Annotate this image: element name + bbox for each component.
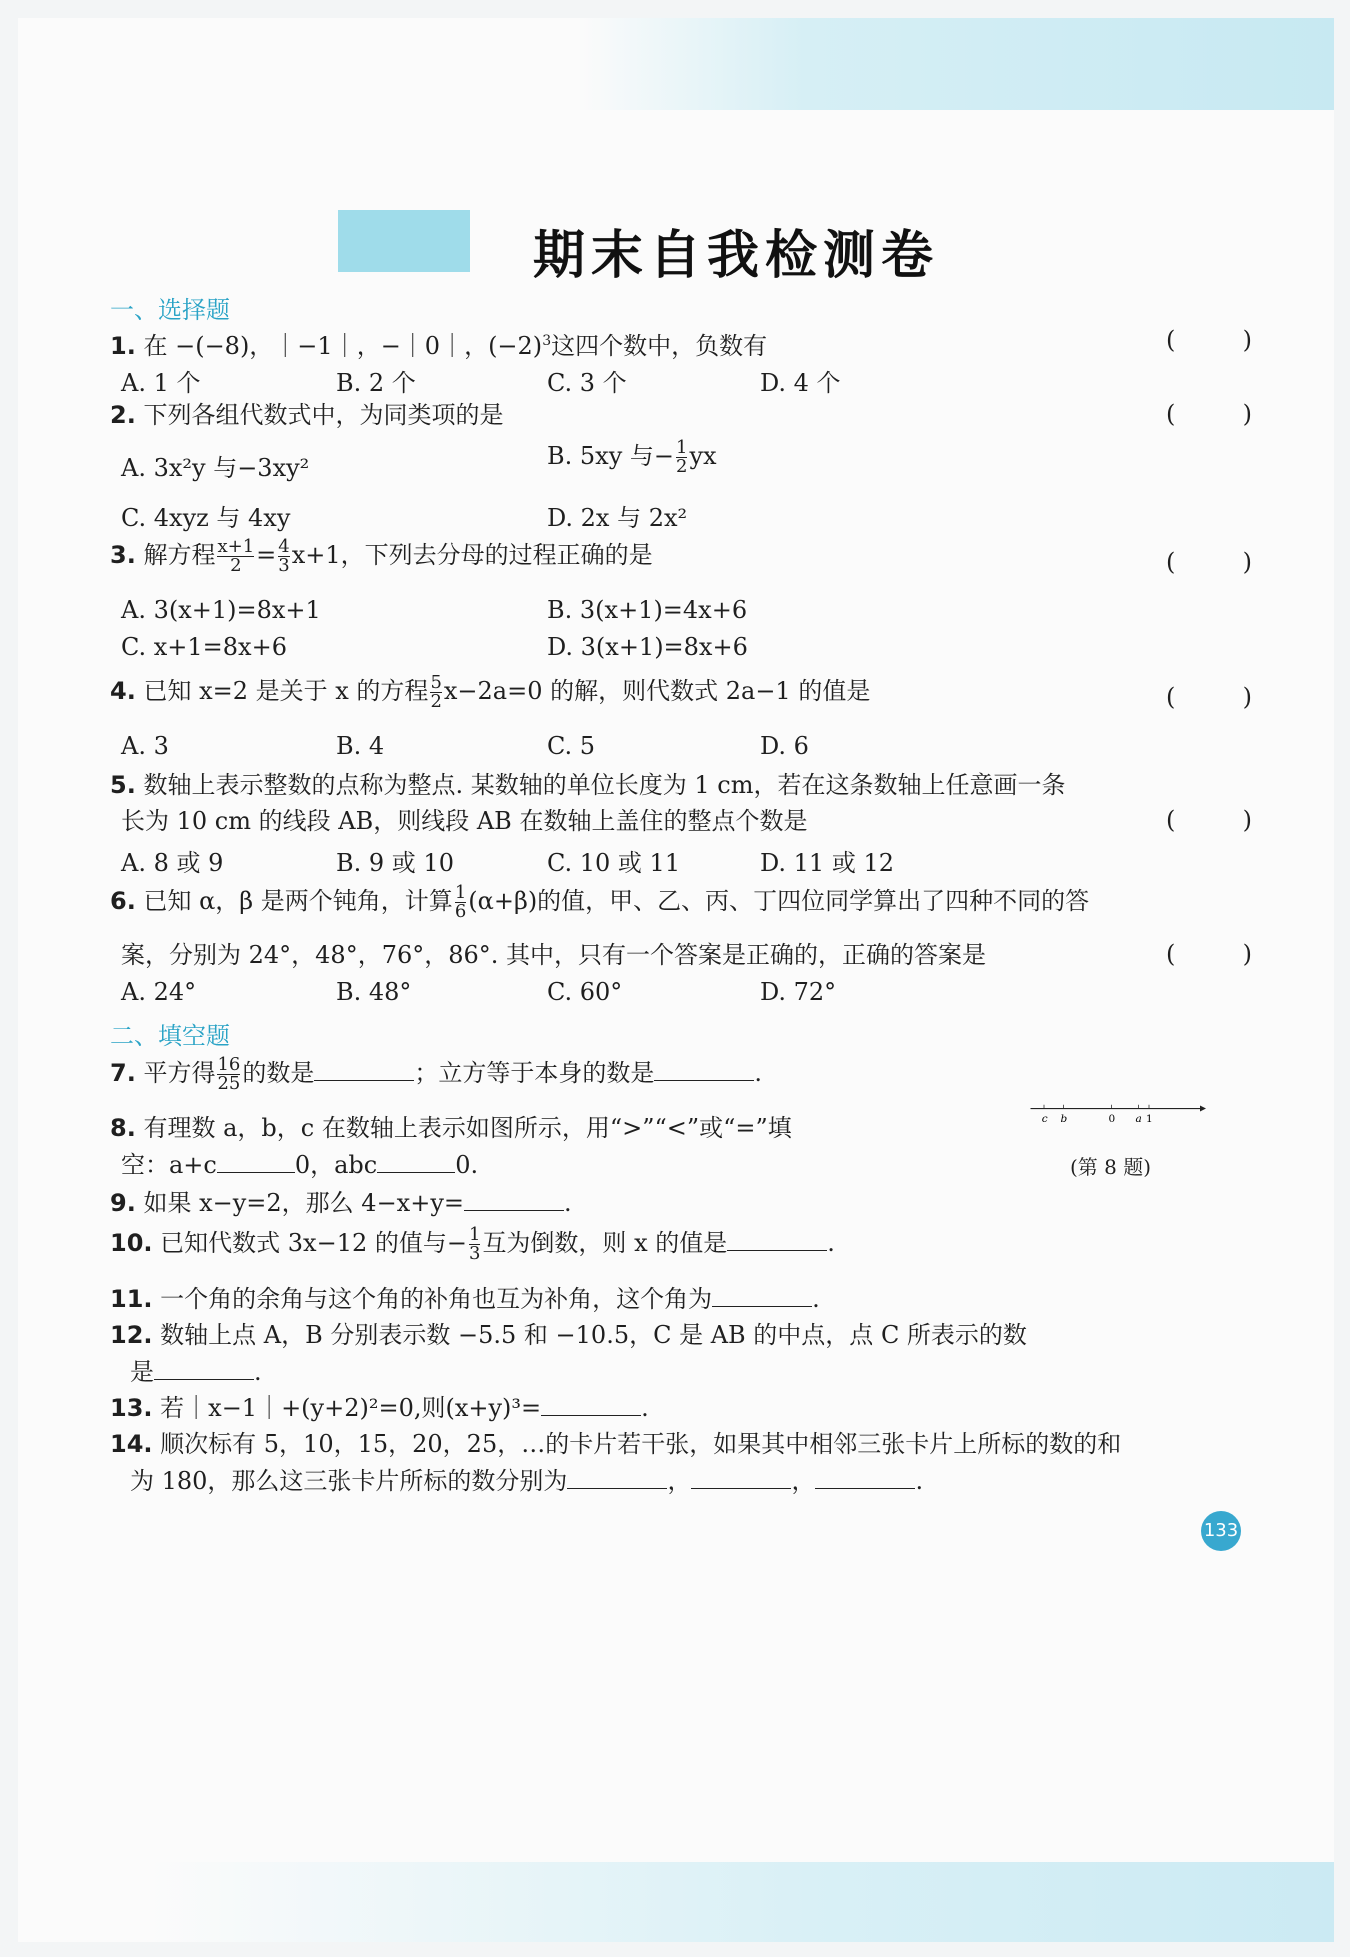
question-13: 13. 若｜x−1｜+(y+2)²=0,则(x+y)³= . — [110, 1394, 649, 1422]
q1-option-a: A. 1 个 — [121, 369, 201, 397]
question-5-line-1: 5. 数轴上表示整数的点称为整点. 某数轴的单位长度为 1 cm，若在这条数轴上任意画一条 — [110, 771, 1066, 799]
question-1: 1. 在 −(−8)，｜−1｜，−｜0｜，$(-2)^3$这四个数中，负数有 — [110, 332, 768, 360]
blank-14b[interactable] — [691, 1466, 791, 1489]
section-choice: 一、选择题 — [110, 296, 230, 324]
answer-paren-6: ( ) — [1166, 940, 1252, 968]
title-decor-block — [338, 210, 470, 272]
q3-option-a: A. 3(x+1)=8x+1 — [121, 596, 321, 624]
blank-13[interactable] — [541, 1393, 641, 1416]
answer-paren-1: ( ) — [1166, 326, 1252, 354]
q6-option-c: C. 60° — [547, 978, 623, 1006]
question-12-line-1: 12. 数轴上点 A，B 分别表示数 −5.5 和 −10.5，C 是 AB 的中点，点 C 所表示的数 — [110, 1321, 1027, 1349]
worksheet-page — [18, 18, 1334, 1942]
question-11: 11. 一个角的余角与这个角的补角也互为补角，这个角为 . — [110, 1285, 820, 1313]
section-fill-blank: 二、填空题 — [110, 1022, 230, 1050]
q2-option-d: D. 2x 与 2x² — [547, 504, 688, 532]
axis-label-a: a — [1135, 1113, 1142, 1125]
question-4: 4. 已知 x=2 是关于 x 的方程 $\frac{5}{2}$ x−2a=0 的解，则代数式 2a−1 的值是 — [110, 672, 871, 712]
blank-8a[interactable] — [217, 1150, 295, 1173]
answer-paren-3: ( ) — [1166, 548, 1252, 576]
question-8-line-1: 8. 有理数 a，b，c 在数轴上表示如图所示，用“>”“<”或“=”填 — [110, 1114, 792, 1142]
q5-option-a: A. 8 或 9 — [121, 849, 224, 877]
q6-option-d: D. 72° — [760, 978, 837, 1006]
question-5-line-2: 长为 10 cm 的线段 AB，则线段 AB 在数轴上盖住的整点个数是 — [121, 807, 808, 835]
q4-option-b: B. 4 — [336, 732, 385, 760]
blank-9[interactable] — [464, 1188, 564, 1211]
q4-option-a: A. 3 — [121, 732, 169, 760]
blank-7b[interactable] — [654, 1058, 754, 1081]
question-12-line-2: 是 . — [130, 1358, 262, 1386]
q5-option-c: C. 10 或 11 — [547, 849, 681, 877]
question-3: 3. 解方程 $\frac{x+1}{2}$ = $\frac{4}{3}$ x+1，下列去分母的过程正确的是 — [110, 536, 653, 576]
blank-14c[interactable] — [815, 1466, 915, 1489]
q5-option-d: D. 11 或 12 — [760, 849, 894, 877]
blank-7a[interactable] — [314, 1058, 414, 1081]
q1-option-d: D. 4 个 — [760, 369, 841, 397]
page-title: 期末自我检测卷 — [533, 226, 940, 286]
question-8-line-2: 空：a+c 0，abc 0. — [121, 1151, 479, 1179]
blank-12[interactable] — [154, 1357, 254, 1380]
question-9: 9. 如果 x−y=2，那么 4−x+y= . — [110, 1189, 572, 1217]
q4-option-c: C. 5 — [547, 732, 596, 760]
blank-8b[interactable] — [377, 1150, 455, 1173]
answer-paren-4: ( ) — [1166, 683, 1252, 711]
q2-option-b: B. 5xy 与− $\frac{1}{2}$ yx — [547, 437, 717, 477]
page-number-badge: 133 — [1201, 1511, 1241, 1551]
axis-label-c: c — [1041, 1113, 1048, 1125]
bottom-decor-band — [18, 1862, 1334, 1942]
q4-option-d: D. 6 — [760, 732, 809, 760]
question-7: 7. 平方得 $\frac{16}{25}$ 的数是 ；立方等于本身的数是 . — [110, 1054, 763, 1094]
q3-option-b: B. 3(x+1)=4x+6 — [547, 596, 748, 624]
question-14-line-1: 14. 顺次标有 5，10，15，20，25，…的卡片若干张，如果其中相邻三张卡片上所标的数的和 — [110, 1430, 1122, 1458]
axis-label-one: 1 — [1146, 1113, 1153, 1125]
blank-11[interactable] — [712, 1284, 812, 1307]
figure-caption: (第 8 题) — [1070, 1155, 1152, 1179]
blank-14a[interactable] — [567, 1466, 667, 1489]
q2-option-c: C. 4xyz 与 4xy — [121, 504, 291, 532]
top-decor-band — [578, 18, 1334, 110]
answer-paren-5: ( ) — [1166, 806, 1252, 834]
answer-paren-2: ( ) — [1166, 400, 1252, 428]
question-6-line-2: 案，分别为 24°，48°，76°，86°. 其中，只有一个答案是正确的，正确的答案是 — [121, 941, 987, 969]
question-14-line-2: 为 180，那么这三张卡片所标的数分别为 ， ， . — [130, 1467, 924, 1495]
q3-option-d: D. 3(x+1)=8x+6 — [547, 633, 748, 661]
question-6-line-1: 6. 已知 α，β 是两个钝角，计算 $\frac{1}{6}$ (α+β)的值，甲、乙、丙、丁四位同学算出了四种不同的答 — [110, 882, 1090, 922]
q1-option-b: B. 2 个 — [336, 369, 416, 397]
question-2: 2. 下列各组代数式中，为同类项的是 — [110, 401, 504, 429]
question-10: 10. 已知代数式 3x−12 的值与− $\frac{1}{3}$ 互为倒数，则 x 的值是 . — [110, 1224, 835, 1264]
q2-option-a: A. 3x²y 与−3xy² — [121, 454, 310, 482]
q6-option-b: B. 48° — [336, 978, 412, 1006]
q3-option-c: C. x+1=8x+6 — [121, 633, 287, 661]
number-line-figure — [1004, 1098, 1234, 1128]
q5-option-b: B. 9 或 10 — [336, 849, 454, 877]
axis-label-zero: 0 — [1108, 1113, 1116, 1125]
q1-option-c: C. 3 个 — [547, 369, 627, 397]
q6-option-a: A. 24° — [121, 978, 197, 1006]
blank-10[interactable] — [727, 1228, 827, 1251]
axis-label-b: b — [1060, 1113, 1068, 1125]
